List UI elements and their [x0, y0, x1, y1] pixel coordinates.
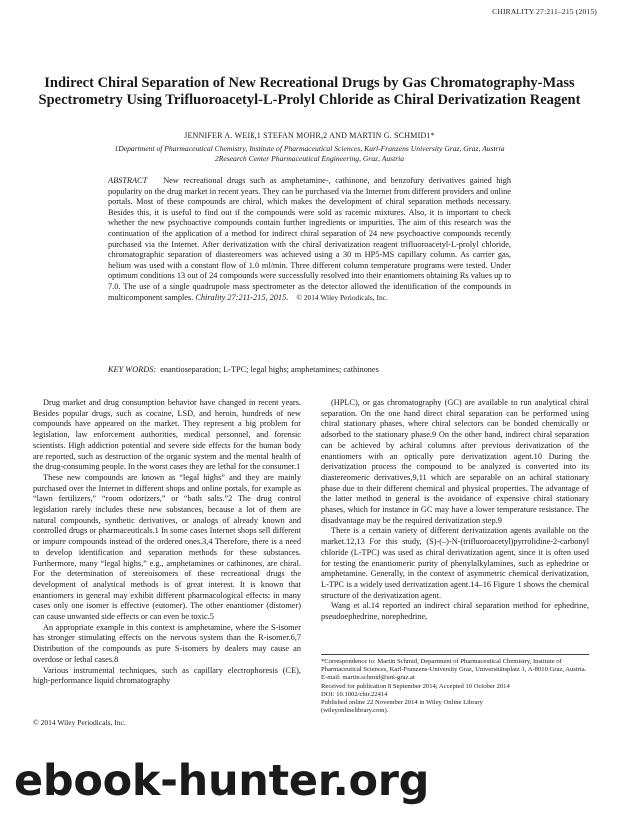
abstract-text: New recreational drugs such as amphetamine-, cathinone, and benzofury derivatives gained high popularity on the drug market in recent years. They can be purchased via the Internet from different providers and online portals. Most of these compounds are chiral, which makes the development of chiral separation methods necessary. Besides this, it is useful to find out if the compounds were sold as racemic mixtures. Also, it is important to check whether the new psychoactive compounds contain further ingredients or impurities. The aim of this research was the continuation of the application of a method for indirect chiral separation of 24 new psychoactive compounds recently purchased via the Internet. After derivatization with the chiral derivatization reagent trifluoroacetyl-L-prolyl chloride, chromatographic separation of diastereomers was achieved using a 30 m HP5-MS capillary column. As carrier gas, helium was used with a constant flow of 1.0 ml/min. Three different column temperature programs were tested. Under optimum conditions 13 out of 24 compounds were successfully resolved into their enantiomers obtaining Rs values up to 7.0. The use of a single quadrupole mass spectrometer as the detector allowed the identification of the compounds in multicomponent samples.	[108, 176, 511, 302]
footnotes	[321, 654, 589, 715]
right-column	[321, 398, 589, 623]
doi-note: DOI: 10.1002/chir.22414	[321, 690, 388, 698]
footer-copyright: © 2014 Wiley Periodicals, Inc.	[33, 718, 126, 727]
abstract-citation: Chirality 27:211-215, 2015.	[195, 292, 289, 302]
keywords-text: enantioseparation; L-TPC; legal highs; amphetamines; cathinones	[160, 365, 379, 374]
keywords-label: KEY WORDS:	[108, 365, 157, 374]
affiliation-2: 2Research Center Pharmaceutical Engineering, Graz, Austria	[214, 154, 405, 163]
abstract-copyright: © 2014 Wiley Periodicals, Inc.	[296, 292, 388, 302]
body-paragraph: (HPLC), or gas chromatography (GC) are available to run analytical chiral separation. On the one hand direct chiral separation can be performed using chiral stationary phases, where chiral selectors can be bonded chemically or adsorbed to the stationary phase.9 On the other hand, indirect chiral separation can be achieved by achiral columns after previous derivatization of the enantiomers with an optically pure derivatization agent.10 During the derivatization process the compound to be analyzed is converted into its diastereomeric derivatives,9,11 which are separable on an achiral stationary phase due to their different chemical and physical properties. The advantage of the latter method in general is the avoidance of expensive chiral stationary phases, which for instance in GC may have a lower temperature resistance. The disadvantage may be the required derivatization step.9	[321, 398, 589, 525]
received-note: Received for publication 8 September 2014; Accepted 10 October 2014	[321, 682, 510, 690]
body-paragraph: There is a certain variety of different derivatization agents available on the market.12,13 For this study, (S)-(–)-N-(trifluoroacetyl)pyrrolidine-2-carbonyl chloride (L-TPC) was used as chiral derivatization agent, since it is often used for testing the enantiomeric purity of phenylalkylamines, such as ephedrine or amphetamine. Generally, in the context of asymmetric chemical derivatization, L-TPC is a widely used derivatization agent.14–16 Figure 1 shows the chemical structure of the derivatization agent.	[321, 526, 589, 600]
body-paragraph: An appropriate example in this context is amphetamine, where the S-isomer has stronger stimulating effects on the nervous system than the R-isomer.6,7 Distribution of the compounds as pure S-isomers by dealers may cause an overdose or lethal cases.8	[33, 622, 301, 664]
correspondence-note: *Correspondence to: Martin Schmid, Department of Pharmaceutical Chemistry, Institute of Pharmaceutical Sciences, Karl-Franzens-University Graz, Universitätsplatz 1, A-8010 Graz, Austria. E-mail: martin.schmid@uni-graz.at	[321, 658, 587, 682]
article-title: Indirect Chiral Separation of New Recreational Drugs by Gas Chromatography-Mass Spectrometry Using Trifluoroacetyl-L-Prolyl Chloride as Chiral Derivatization Reagent	[38, 75, 581, 108]
body-paragraph: Drug market and drug consumption behavior have changed in recent years. Besides popular drugs, such as cocaine, LSD, and heroin, hundreds of new compounds have appeared on the market. They represent a big problem for legislation, law enforcement authorities, medical personnel, and forensic scientists. High addiction potential and severe side effects for the human body are reported, such as destruction of the organic system and the mental health of the drug-consuming people. In the worst cases they are lethal for the consumer.1	[33, 398, 301, 472]
library-link[interactable]: (wileyonlinelibrary.com).	[321, 707, 389, 715]
keywords	[108, 365, 511, 374]
body-paragraph: Various instrumental techniques, such as capillary electrophoresis (CE), high-performance liquid chromatography	[33, 665, 301, 686]
affiliation-1: 1Department of Pharmaceutical Chemistry, Institute of Pharmaceutical Sciences, Karl-Franzens University Graz, Graz, Austria	[114, 144, 505, 153]
abstract-heading: ABSTRACT	[108, 176, 148, 185]
left-column	[33, 398, 301, 687]
watermark: ebook-hunter.org	[14, 756, 430, 806]
published-note: Published online 22 November 2014 in Wiley Online Library	[321, 699, 483, 707]
author-list: JENNIFER A. WEIß,1 STEFAN MOHR,2 AND MARTIN G. SCHMID1*	[184, 131, 435, 140]
body-paragraph: These new compounds are known as “legal highs” and they are mainly purchased over the Internet in different shops and online portals, for example as “lawn fertilizers,” “room odorizers,” or “bath salts.”2 The drug control legislation rarely includes these new substances, because a lot of them are natural compounds, synthetic derivatives, or analogs of already known and controlled drugs or pharmaceuticals.1 In some cases Internet shops sell different or impure compounds instead of the ordered ones.3,4 Therefore, there is a need to develop identification and separation methods for these substances. Furthermore, many “legal highs,” e.g., amphetamines or cathinones, are chiral. For the determination of stereoisomers of these recreational drugs the development of analytical methods is of great interest. It is known that enantiomers in general may exhibit different pharmacological effects: in many cases only one isomer is effective (eutomer). The other enantiomer (distomer) can cause unwanted side effects or can even be toxic.5	[33, 472, 301, 622]
journal-reference: CHIRALITY 27:211–215 (2015)	[492, 7, 597, 16]
body-paragraph: Wang et al.14 reported an indirect chiral separation method for ephedrine, pseudoephedrine, norephedrine,	[321, 601, 589, 622]
abstract	[108, 176, 511, 303]
